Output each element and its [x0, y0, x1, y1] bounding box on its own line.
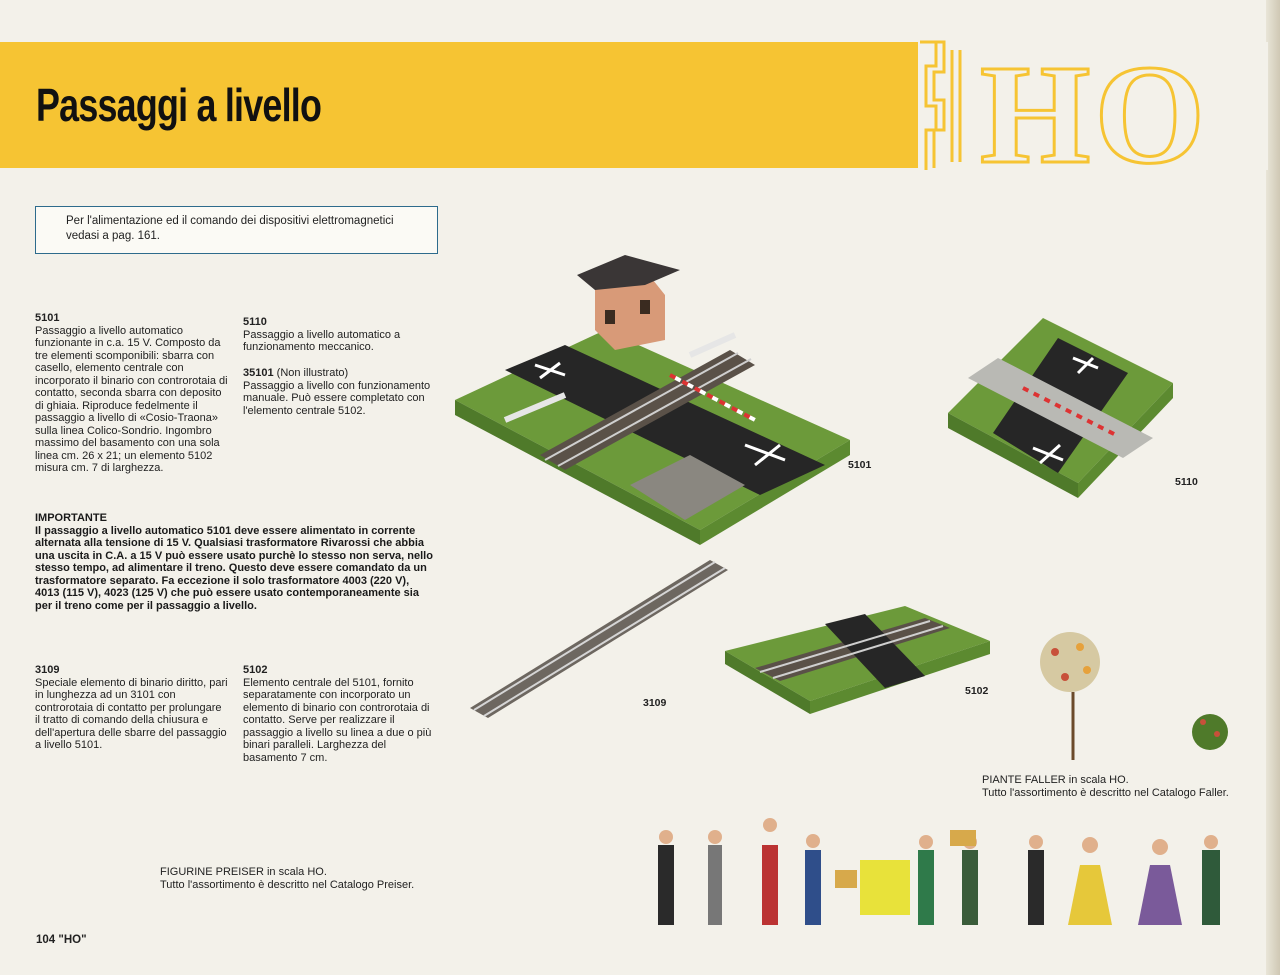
element-5102-illustration [725, 606, 995, 726]
item-35101 [243, 367, 437, 417]
preiser-figurines-illustration [650, 815, 1230, 930]
label-5101: 5101 [848, 459, 872, 471]
important-text: Il passaggio a livello automatico 5101 deve essere alimentato in corrente alternata alla tensione di 15 V. Qualsiasi trasformatore Rivarossi che abbia una uscita in C.A. a 15 V può essere usato purchè lo stesso non serva, nello stesso tempo, ad alimentare il treno. Questo deve essere comandato da un trasformatore separato. Fa eccezione il solo trasformatore 4003 (220 V), 4013 (115 V), 4023 (125 V) che può essere usato contemporaneamente sia per il treno come per il passaggio a livello. [35, 524, 433, 612]
important-heading: IMPORTANTE [35, 512, 107, 524]
item-description: Speciale elemento di binario diritto, pari in lunghezza ad un 3101 con controrotaia di contatto per prolungare il tratto di comando della chiusura e dell'apertura delle sbarre del passaggio a livello 5101. [35, 676, 228, 751]
page-title: Passaggi a livello [36, 79, 322, 131]
page-edge [1266, 0, 1280, 975]
label-5110: 5110 [1175, 476, 1198, 488]
faller-caption [982, 774, 1272, 800]
track-3109-illustration [470, 560, 730, 720]
ho-logo [918, 35, 1268, 193]
item-5110 [243, 316, 437, 354]
important-note [35, 512, 435, 612]
label-3109: 3109 [643, 697, 667, 709]
item-note: (Non illustrato) [276, 367, 349, 379]
notice-text: Per l'alimentazione ed il comando dei dispositivi elettromagnetici vedasi a pag. 161. [66, 215, 394, 242]
item-code: 35101 [243, 367, 274, 379]
item-code: 5102 [243, 664, 268, 676]
preiser-caption-line2: Tutto l'assortimento è descritto nel Catalogo Preiser. [160, 879, 415, 891]
item-code: 3109 [35, 664, 60, 676]
faller-trees-illustration [1025, 622, 1240, 762]
page-number: 104 "HO" [36, 934, 87, 946]
faller-caption-line2: Tutto l'assortimento è descritto nel Catalogo Faller. [982, 787, 1229, 799]
item-description: Passaggio a livello automatico funzionante in c.a. 15 V. Composto da tre elementi scomponibili: sbarra con casello, elemento centrale con incorporato il binario con controrotaia di contatto, seconda sbarra con deposito di ghiaia. Riproduce fedelmente il passaggio a livello di «Cosio-Traona» sulla linea Colico-Sondrio. Ingombro massimo del basamento con una sola linea cm. 26 x 21; un elemento 5102 misura cm. 7 di larghezza. [35, 324, 228, 474]
item-code-line [243, 367, 348, 379]
ho-logo-text: HO [980, 35, 1209, 193]
label-5102: 5102 [965, 685, 989, 697]
item-code: 5110 [243, 316, 267, 328]
crossing-5110-illustration [948, 318, 1173, 508]
item-description: Passaggio a livello con funzionamento manuale. Può essere completato con l'elemento centrale 5102. [243, 379, 431, 417]
item-code: 5101 [35, 312, 60, 324]
faller-caption-line1: PIANTE FALLER in scala HO. [982, 774, 1129, 786]
item-5102 [243, 664, 437, 764]
preiser-caption [160, 866, 480, 892]
item-3109 [35, 664, 229, 752]
item-description: Passaggio a livello automatico a funzionamento meccanico. [243, 328, 401, 353]
notice-box [35, 206, 438, 254]
preiser-caption-line1: FIGURINE PREISER in scala HO. [160, 866, 327, 878]
item-5101 [35, 312, 229, 475]
crossing-5101-illustration [455, 240, 855, 550]
item-description: Elemento centrale del 5101, fornito separatamente con incorporato un elemento di binario con controrotaia di contatto. Serve per realizzare il passaggio a livello su linea a due o più binari paralleli. Larghezza del basamento 7 cm. [243, 676, 432, 764]
